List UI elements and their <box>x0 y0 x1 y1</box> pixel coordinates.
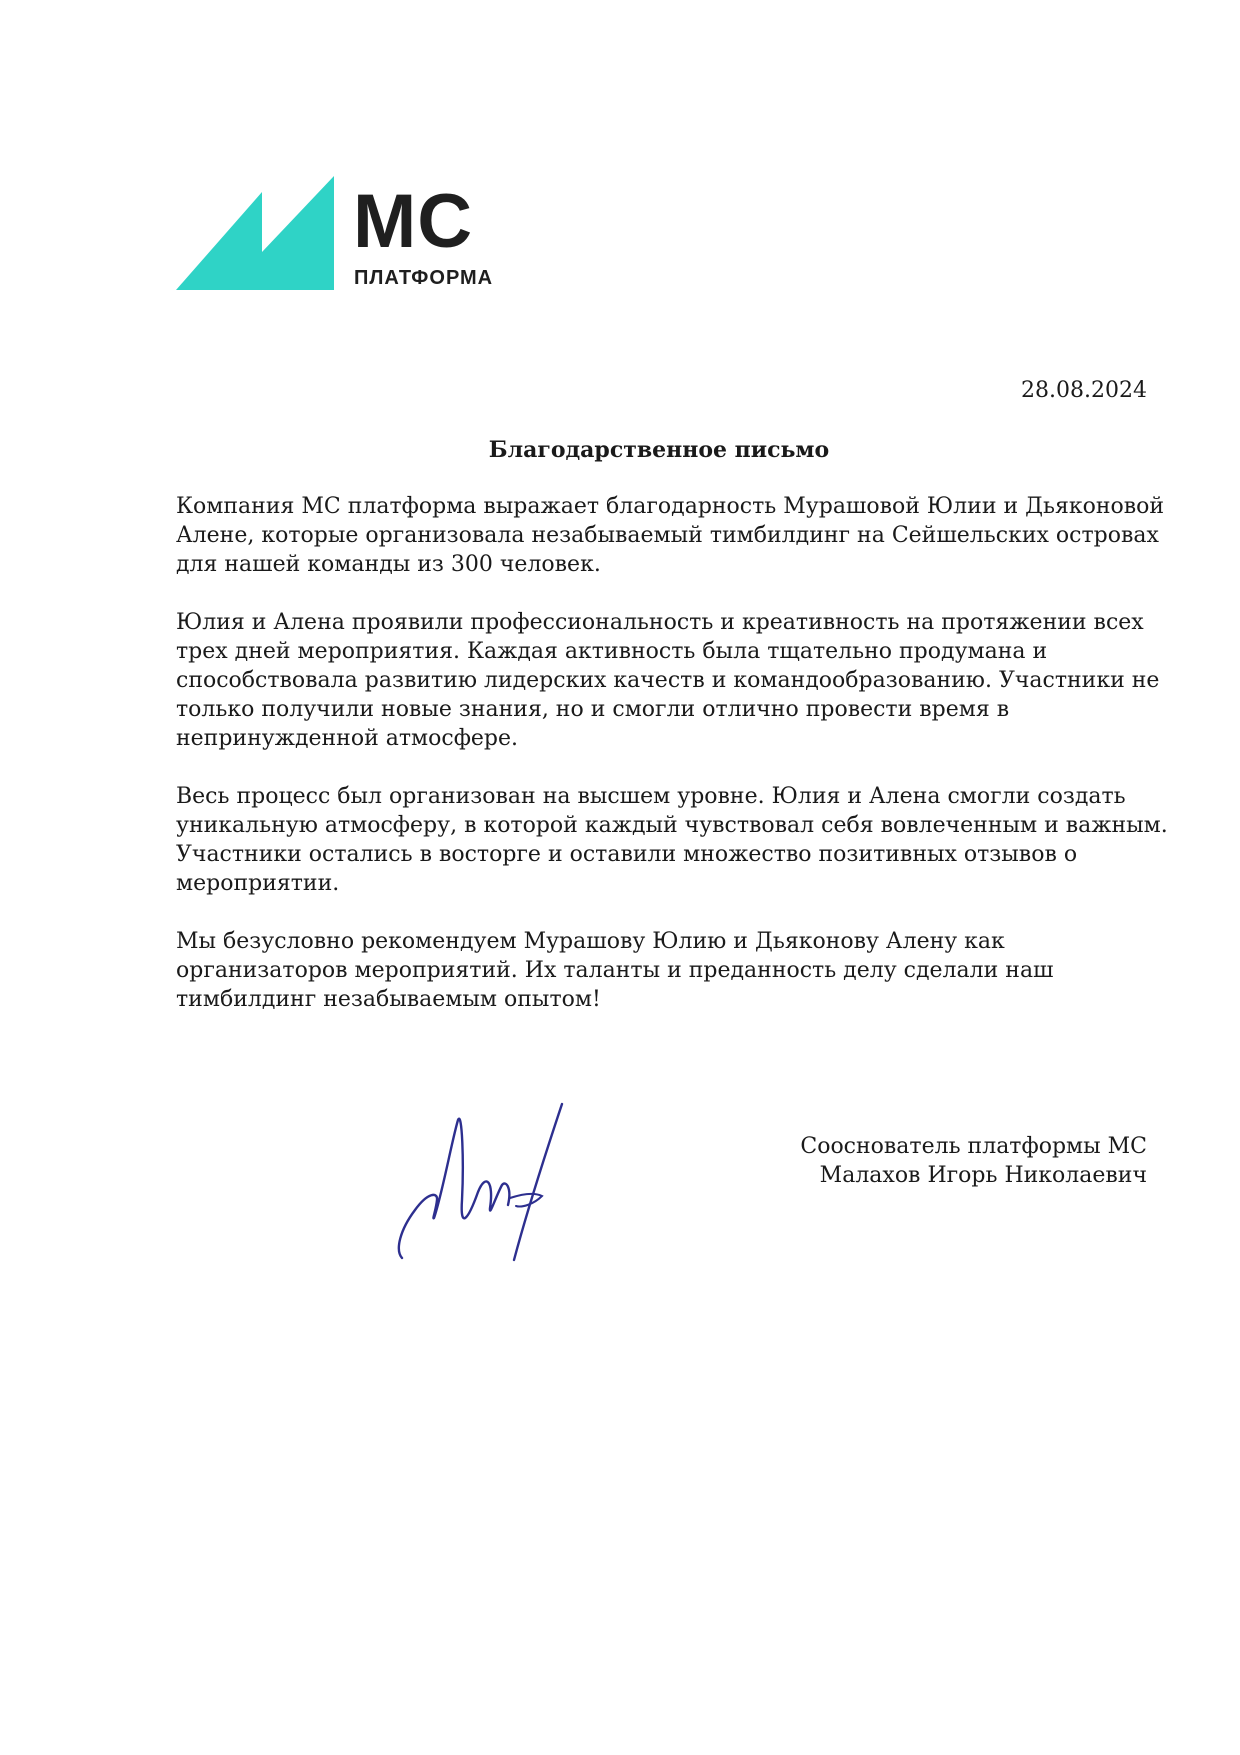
letter-body <box>176 492 1168 1043</box>
text-line: Алене, которые организовала незабываемый тимбилдинг на Сейшельских островах <box>176 523 1159 548</box>
text-line: только получили новые знания, но и смогли отлично провести время в <box>176 697 1010 722</box>
paragraph <box>176 608 1160 753</box>
logo-left-shape <box>176 192 262 290</box>
text-line: непринужденной атмосфере. <box>176 726 519 751</box>
signature-stroke <box>514 1104 562 1260</box>
text-line: уникальную атмосферу, в которой каждый чувствовал себя вовлеченным и важным. <box>176 813 1168 838</box>
paragraph <box>176 927 1156 1014</box>
letter-date: 28.08.2024 <box>1021 378 1147 403</box>
text-line: мероприятии. <box>176 871 340 896</box>
signature-stroke <box>399 1119 509 1258</box>
letter-title: Благодарственное письмо <box>488 437 830 463</box>
text-line: организаторов мероприятий. Их таланты и преданность делу сделали наш <box>176 958 1054 983</box>
text-line: способствовала развитию лидерских качеств и командообразованию. Участники не <box>176 668 1160 693</box>
signer-name: Малахов Игорь Николаевич <box>819 1163 1147 1188</box>
text-line: для нашей команды из 300 человек. <box>176 552 601 577</box>
mc-platform-logo-icon <box>176 176 334 290</box>
text-line: тимбилдинг незабываемым опытом! <box>176 987 601 1012</box>
logo-subtitle: ПЛАТФОРМА <box>354 267 494 289</box>
logo-right-shape <box>262 176 334 290</box>
signer-position: Сооснователь платформы МС <box>800 1134 1147 1159</box>
logo-title: МС <box>353 179 474 264</box>
text-line: Компания МС платформа выражает благодарность Мурашовой Юлии и Дьяконовой <box>176 494 1165 519</box>
company-logo <box>176 176 516 291</box>
signer-block <box>800 1132 1147 1190</box>
signature-stroke <box>510 1194 542 1207</box>
paragraph <box>176 782 1168 898</box>
text-line: Участники остались в восторге и оставили множество позитивных отзывов о <box>176 842 1078 867</box>
text-line: трех дней мероприятия. Каждая активность была тщательно продумана и <box>176 639 1048 664</box>
text-line: Весь процесс был организован на высшем уровне. Юлия и Алена смогли создать <box>176 784 1126 809</box>
text-line: Мы безусловно рекомендуем Мурашову Юлию и Дьяконову Алену как <box>176 929 1005 954</box>
paragraph <box>176 492 1165 579</box>
text-line: Юлия и Алена проявили профессиональность и креативность на протяжении всех <box>176 610 1144 635</box>
handwritten-signature <box>390 1100 570 1270</box>
